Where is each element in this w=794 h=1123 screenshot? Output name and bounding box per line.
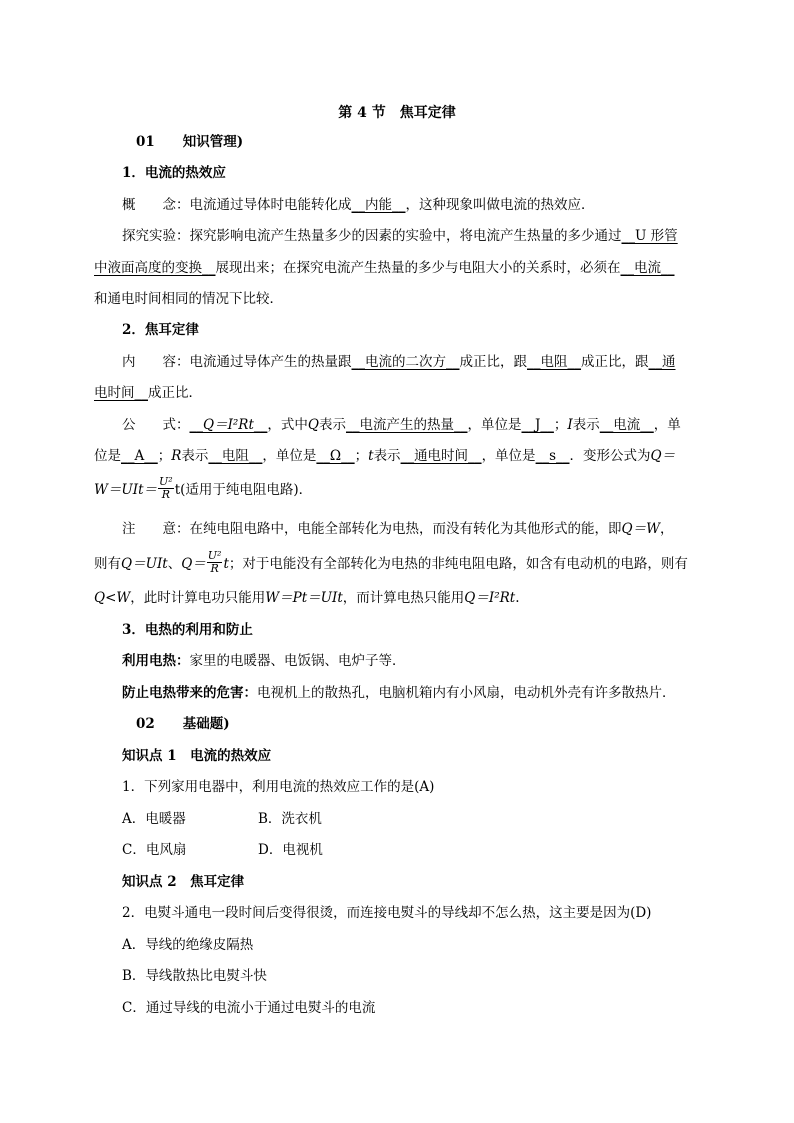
concept-label: 概 念： [122,197,190,213]
use-text: 家里的电暖器、电饭锅、电炉子等． [189,653,406,669]
formula-line-1 [122,415,681,435]
note-line-1 [122,519,673,539]
fraction-numerator: U² [159,475,173,488]
concept-text: ，这种现象叫做电流的热效应． [405,197,595,213]
concept-paragraph [122,195,595,215]
heading-joule-law: 2．焦耳定律 [122,322,199,338]
answer-blank: __电流的二次方__ [351,354,460,370]
answer-blank: 中液面高度的变换__ [94,260,216,276]
answer-blank: __电流__ [599,417,654,433]
use-line [122,651,406,671]
fraction-numerator: U² [207,549,222,562]
equation: W＝Pt＝UIt [265,590,343,606]
section-header-basic [136,714,230,734]
content-text: 成正比，跟 [459,354,527,370]
harm-text: 电视机上的散热孔，电脑机箱内有小风扇，电动机外壳有许多散热片． [257,685,676,701]
concept-text: 电流通过导体时电能转化成 [189,197,352,213]
note-text: 则有 [94,556,121,572]
fraction [207,550,223,575]
note-text: 在纯电阻电路中，电能全部转化为电热，而没有转化为其他形式的能，即 [189,521,622,537]
harm-line [122,683,676,703]
use-label: 利用电热： [122,653,190,669]
question-1-stem: 1．下列家用电器中，利用电流的热效应工作的是(A) [122,779,435,795]
option-b: B．洗衣机 [258,811,322,827]
equation: Q＝ [181,556,206,572]
answer-blank: __通 [648,354,676,370]
formula-text: ； [157,448,172,464]
note-text: ，而计算电热只能用 [342,590,465,606]
fraction-denominator: R [210,562,219,575]
section-label: 知识管理) [182,134,244,150]
formula-text: ，式中 [267,417,308,433]
formula-text: ．变形公式为 [569,448,651,464]
formula-text: ，单位是 [481,448,536,464]
formula-text: ； [354,448,369,464]
answer-blank: __Ω__ [316,448,355,464]
answer-blank: __通电时间__ [400,448,482,464]
formula-line-2 [94,446,675,466]
explore-line-1 [122,226,678,246]
section-header-knowledge [136,132,243,152]
question-2-option-a: A．导线的绝缘皮隔热 [122,937,254,953]
equation: W＝UIt＝ [94,482,158,498]
formula-line-3 [94,475,313,503]
formula-text: ，单 [653,417,681,433]
answer-blank: __J__ [521,417,554,433]
section-number: 01 [136,134,155,150]
note-text: ，此时计算电功只能用 [130,590,266,606]
equation: Q＝W [621,521,660,537]
explore-line-2 [94,258,675,278]
section-number: 02 [136,716,155,732]
symbol: I [567,417,573,433]
formula-text: ； [553,417,568,433]
option-a: A．电暖器 [122,811,186,827]
explore-text: 展现出来；在探究电流产生热量的多少与电阻大小的关系时，必须在 [215,260,621,276]
answer-blank: __Q＝I²Rt__ [189,417,268,433]
section-label: 基础题) [182,716,230,732]
symbol: Q＝ [650,448,676,464]
note-text: 、 [167,556,182,572]
note-line-2 [94,549,688,577]
formula-text: 表示 [181,448,209,464]
equation: Q<W [94,590,131,606]
answer-blank: __电阻__ [208,448,263,464]
content-label: 内 容： [122,354,190,370]
heading-heat-use: 3．电热的利用和防止 [122,622,253,638]
heading-heat-effect: 1．电流的热效应 [122,165,226,181]
fraction [158,476,174,501]
formula-text: t(适用于纯电阻电路)． [174,482,313,498]
option-d: D．电视机 [258,842,323,858]
question-2-stem: 2．电熨斗通电一段时间后变得很烫，而连接电熨斗的导线却不怎么热，这主要是因为(D) [122,905,652,921]
answer-blank: __电流产生的热量__ [345,417,468,433]
answer-blank: 电时间__ [94,385,148,401]
explore-text: 探究实验：探究影响电流产生热量多少的因素的实验中，将电流产生热量的多少通过 [122,228,622,244]
question-1-options-row-2 [122,840,323,860]
note-text: ；对于电能没有全部转化为电热的非纯电阻电路，如含有电动机的电路，则有 [228,556,688,572]
content-text: 成正比． [148,385,202,401]
equation: Q＝I²Rt [464,590,516,606]
content-text: 电流通过导体产生的热量跟 [189,354,352,370]
note-label: 注 意： [122,521,190,537]
symbol: Q [307,417,319,433]
symbol: t [368,448,374,464]
knowledge-point-2: 知识点 2 焦耳定律 [122,874,245,890]
question-2-option-b: B．导线散热比电熨斗快 [122,968,267,984]
page-title: 第 4 节 焦耳定律 [338,105,456,121]
answer-blank: __内能__ [351,197,406,213]
formula-text: ，单位是 [262,448,317,464]
note-text: ， [659,521,674,537]
harm-label: 防止电热带来的危害： [122,685,257,701]
knowledge-point-1: 知识点 1 电流的热效应 [122,748,272,764]
formula-text: 位是 [94,448,121,464]
formula-text: ，单位是 [467,417,522,433]
answer-blank: __电阻__ [527,354,581,370]
note-text: . [515,590,520,606]
answer-blank: __A__ [121,448,158,464]
formula-text: 表示 [572,417,600,433]
note-line-3 [94,588,520,608]
content-line-2 [94,383,202,403]
content-line-1 [122,352,676,372]
equation: Q＝UIt [121,556,168,572]
fraction-denominator: R [161,488,170,501]
question-1-options-row-1 [122,809,322,829]
answer-blank: __U 形管 [621,228,678,244]
question-2-option-c: C．通过导线的电流小于通过电熨斗的电流 [122,1000,376,1016]
answer-blank: __s__ [535,448,570,464]
symbol: R [171,448,182,464]
formula-label: 公 式： [122,417,190,433]
equation: t [223,556,229,572]
content-text: 成正比，跟 [581,354,649,370]
option-c: C．电风扇 [122,842,187,858]
formula-text: 表示 [318,417,346,433]
explore-line-3: 和通电时间相同的情况下比较． [94,291,283,307]
formula-text: 表示 [373,448,401,464]
answer-blank: __电流__ [620,260,675,276]
